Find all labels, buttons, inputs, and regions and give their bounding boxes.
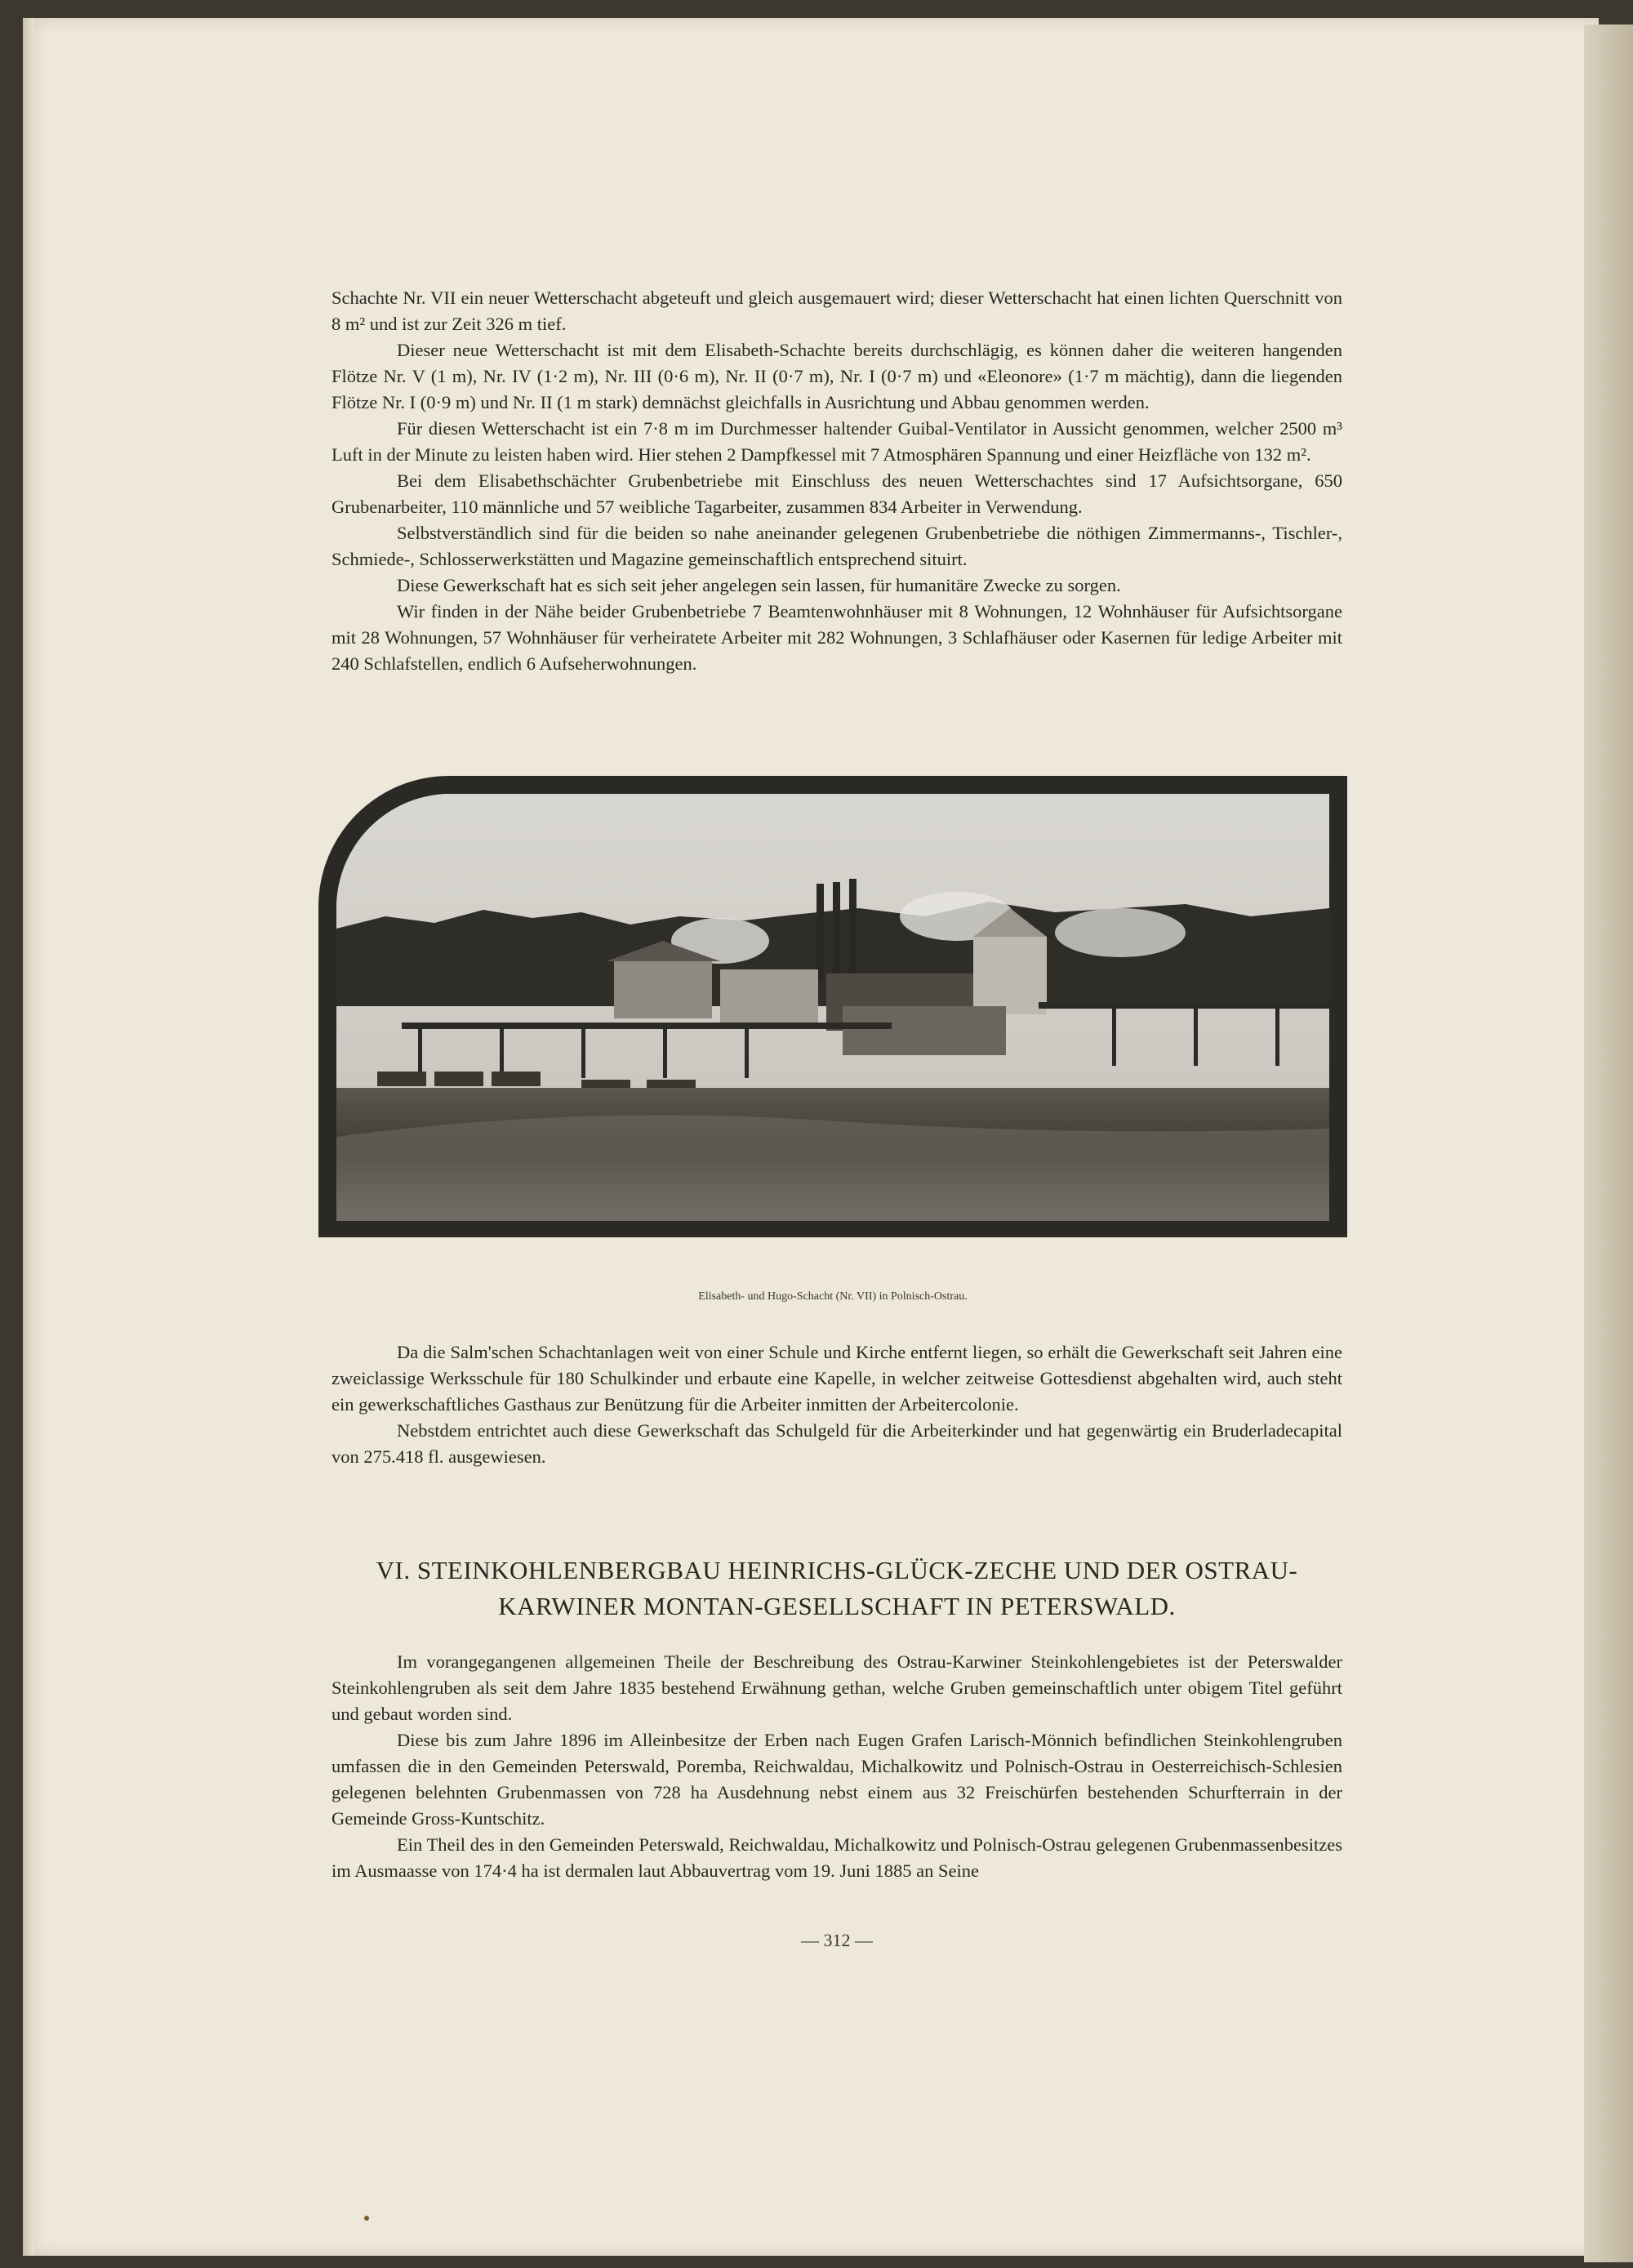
page-number: — 312 — bbox=[801, 1930, 873, 1950]
paragraph: Schachte Nr. VII ein neuer Wetterschacht abgeteuft und gleich ausgemauert wird; dieser Wetterschacht hat einen lichten Querschnitt von 8 m² und ist zur Zeit 326 m tief. bbox=[331, 287, 1342, 334]
photograph-illustration bbox=[336, 794, 1329, 1221]
ink-spot bbox=[364, 2216, 369, 2221]
paragraph: Dieser neue Wetterschacht ist mit dem Elisabeth-Schachte bereits durchschlägig, es können daher die weiteren hangenden Flötze Nr. V (1 m), Nr. IV (1·2 m), Nr. III (0·6 m), Nr. II (0·7 m), Nr. I (0·7 m) und «Eleonore» (1·7 m mächtig), dann die liegenden Flötze Nr. I (0·9 m) und Nr. II (1 m stark) demnächst gleichfalls in Ausrichtung und Abbau genommen werden. bbox=[331, 340, 1342, 412]
section-heading bbox=[331, 1553, 1342, 1624]
paragraph: Nebstdem entrichtet auch diese Gewerkschaft das Schulgeld für die Arbeiterkinder und hat gegenwärtig ein Bruderladecapital von 275.418 fl. ausgewiesen. bbox=[331, 1420, 1342, 1467]
paragraph: Diese Gewerkschaft hat es sich seit jeher angelegen sein lassen, für humanitäre Zwecke zu sorgen. bbox=[397, 575, 1121, 595]
paragraph: Diese bis zum Jahre 1896 im Alleinbesitze der Erben nach Eugen Grafen Larisch-Mönnich befindlichen Steinkohlengruben umfassen die in den Gemeinden Peterswald, Poremba, Reichwaldau, Michalkowitz und Polnisch-Ostrau in Oesterreichisch-Schlesien gelegenen belehnten Grubenmassen von 728 ha Ausdehnung nebst einem aus 32 Freischürfen bestehenden Schurfterrain in der Gemeinde Gross-Kuntschitz. bbox=[331, 1730, 1342, 1829]
paragraph: Ein Theil des in den Gemeinden Peterswald, Reichwaldau, Michalkowitz und Polnisch-Ostrau gelegenen Grubenmassenbesitzes im Ausmaasse von 174·4 ha ist dermalen laut Abbauvertrag vom 19. Juni 1885 an Seine bbox=[331, 1834, 1342, 1881]
paragraph: Da die Salm'schen Schachtanlagen weit von einer Schule und Kirche entfernt liegen, so erhält die Gewerkschaft seit Jahren eine zweiclassige Werksschule für 180 Schulkinder und erbaute eine Kapelle, in welcher zeitweise Gottesdienst abgehalten wird, auch steht ein gewerkschaftliches Gasthaus zur Benützung für die Arbeiter inmitten der Arbeitercolonie. bbox=[331, 1342, 1342, 1415]
photograph-frame bbox=[318, 776, 1347, 1237]
paragraph: Für diesen Wetterschacht ist ein 7·8 m im Durchmesser haltender Guibal-Ventilator in Aussicht genommen, welcher 2500 m³ Luft in der Minute zu leisten haben wird. Hier stehen 2 Dampfkessel mit 7 Atmosphären Spannung und einer Heizfläche von 132 m². bbox=[331, 418, 1342, 465]
page-stack-edge bbox=[1584, 25, 1633, 2262]
page-gutter bbox=[23, 18, 34, 2256]
text-block-middle bbox=[331, 1339, 1342, 1470]
paragraph: Selbstverständlich sind für die beiden so nahe aneinander gelegenen Grubenbetriebe die nöthigen Zimmermanns-, Tischler-, Schmiede-, Schlosserwerkstätten und Magazine gemeinschaftlich entsprechend situirt. bbox=[331, 523, 1342, 569]
paragraph: Wir finden in der Nähe beider Grubenbetriebe 7 Beamtenwohnhäuser mit 8 Wohnungen, 12 Wohnhäuser für Aufsichtsorgane mit 28 Wohnungen, 57 Wohnhäuser für verheiratete Arbeiter mit 282 Wohnungen, 3 Schlafhäuser oder Kasernen für ledige Arbeiter mit 240 Schlafstellen, endlich 6 Aufseherwohnungen. bbox=[331, 601, 1342, 674]
paragraph: Im vorangegangenen allgemeinen Theile der Beschreibung des Ostrau-Karwiner Steinkohlengebietes ist der Peterswalder Steinkohlengruben als seit dem Jahre 1835 bestehend Erwähnung gethan, welche Gruben gemeinschaftlich unter obigem Titel geführt und gebaut worden sind. bbox=[331, 1651, 1342, 1724]
text-block-top bbox=[331, 285, 1342, 677]
section-heading-line: KARWINER MONTAN-GESELLSCHAFT IN PETERSWALD. bbox=[498, 1592, 1176, 1620]
text-block-bottom bbox=[331, 1649, 1342, 1884]
photograph-mine-buildings bbox=[336, 794, 1329, 1221]
section-heading-line: VI. STEINKOHLENBERGBAU HEINRICHS-GLÜCK-ZECHE UND DER OSTRAU- bbox=[376, 1556, 1298, 1584]
photo-caption: Elisabeth- und Hugo-Schacht (Nr. VII) in Polnisch-Ostrau. bbox=[698, 1290, 968, 1303]
paragraph: Bei dem Elisabethschächter Grubenbetriebe mit Einschluss des neuen Wetterschachtes sind 17 Aufsichtsorgane, 650 Grubenarbeiter, 110 männliche und 57 weibliche Tagarbeiter, zusammen 834 Arbeiter in Verwendung. bbox=[331, 470, 1342, 517]
